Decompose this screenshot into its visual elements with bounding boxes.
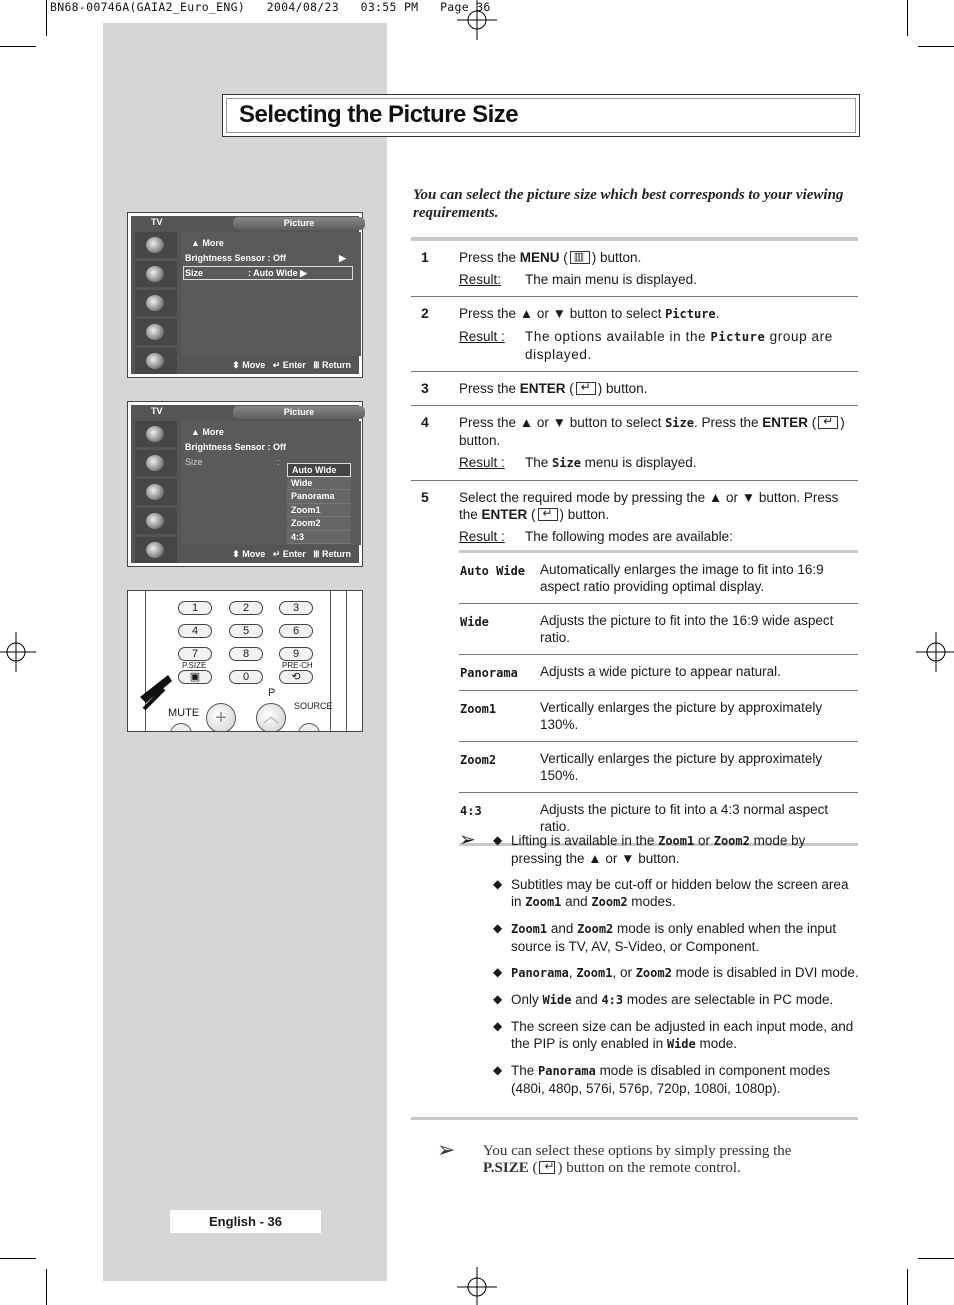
input-menu-icon [135, 537, 177, 563]
psize-button-icon [539, 1161, 555, 1174]
osd-option-zoom2[interactable]: Zoom2 [287, 517, 351, 531]
osd-right-arrow-icon: ▶ [339, 253, 346, 263]
mode-row [459, 655, 858, 691]
diamond-bullet-icon: ◆ [493, 877, 503, 891]
registration-mark-icon [457, 0, 497, 40]
result-label: Result : [459, 529, 505, 544]
crop-mark [0, 1258, 36, 1259]
result-text: The main menu is displayed. [525, 272, 697, 287]
osd-footer: ⬍ Move ↵ Enter Ⅲ Return [232, 360, 351, 370]
step-5: 5 Select the required mode by pressing the ▲ or ▼ button. Press the ENTER (↵ ) button. Result : The following modes are available: [411, 481, 858, 553]
remote-key-3[interactable]: 3 [279, 601, 313, 615]
mode-name: Zoom2 [460, 753, 497, 767]
step-text: button. [596, 250, 642, 265]
mode-description: Adjusts a wide picture to appear natural. [540, 664, 781, 679]
mode-name: Wide [460, 615, 489, 629]
step-text: Press the ▲ or ▼ button to select [459, 306, 666, 321]
picture-menu-icon [135, 421, 177, 447]
diamond-bullet-icon: ◆ [493, 992, 503, 1006]
osd-screen-picture-menu [127, 212, 363, 378]
note-item: ◆ Zoom1 and Zoom2 mode is only enabled when the input source is TV, AV, S-Video, or Component. [493, 921, 837, 954]
notes-list [459, 829, 859, 1106]
prech-button[interactable]: ⟲ [279, 670, 313, 684]
remote-key-9[interactable]: 9 [279, 647, 313, 661]
channel-up-button[interactable]: ︿ [256, 703, 286, 732]
step-number: 5 [421, 489, 429, 505]
step-text: button. [459, 433, 501, 448]
setup-menu-icon [135, 508, 177, 534]
diamond-bullet-icon: ◆ [493, 1063, 503, 1077]
remote-key-1[interactable]: 1 [178, 601, 212, 615]
step-2 [411, 297, 858, 372]
crop-mark [907, 1269, 908, 1305]
psize-key-label: P.SIZE [483, 1160, 529, 1176]
mode-name: Panorama [460, 666, 518, 680]
osd-tv-label: TV [151, 406, 163, 416]
registration-mark-icon [916, 632, 954, 672]
mode-description: Vertically enlarges the picture by approximately 130%. [540, 700, 823, 732]
sound-menu-icon [135, 261, 177, 287]
osd-size-item[interactable]: Size [185, 457, 203, 467]
psize-button[interactable]: ▣ [178, 670, 212, 684]
tip-text: button on the remote control. [562, 1160, 741, 1176]
mode-row [459, 691, 858, 742]
osd-option-4-3[interactable]: 4:3 [287, 531, 351, 545]
note-item: ◆ Subtitles may be cut-off or hidden below the screen area in Zoom1 and Zoom2 modes. [493, 877, 849, 909]
code-text: Size [665, 416, 694, 430]
osd-menu-title: Picture [233, 217, 365, 230]
osd-size-item[interactable]: Size : Auto Wide ▶ [185, 268, 308, 278]
note-item: ◆ The screen size can be adjusted in each input mode, and the PIP is only enabled in Wide mode. [493, 1019, 854, 1051]
step-text: . Press the [693, 415, 763, 430]
source-label: SOURCE [294, 701, 333, 711]
note-arrow-icon: ➢ [437, 1137, 456, 1162]
channel-menu-icon [135, 479, 177, 505]
prech-label: PRE-CH [282, 661, 313, 670]
setup-menu-icon [135, 319, 177, 345]
step-text: button. [602, 381, 648, 396]
result-label: Result: [459, 272, 502, 287]
mode-description: Automatically enlarges the image to fit into 16:9 aspect ratio providing optimal display. [540, 562, 824, 594]
steps-list [411, 237, 858, 553]
osd-menu-title: Picture [233, 406, 365, 419]
remote-key-8[interactable]: 8 [229, 647, 263, 661]
code-text: Picture [665, 307, 716, 321]
diamond-bullet-icon: ◆ [493, 1019, 503, 1033]
osd-brightness-sensor[interactable]: Brightness Sensor : Off [185, 253, 287, 263]
registration-mark-icon [457, 1267, 497, 1305]
enter-key-label: ENTER [762, 415, 809, 430]
remote-control-illustration [127, 590, 363, 732]
step-4: 4 Press the ▲ or ▼ button to select Size. Press the ENTER (↵ ) button. Result : The Size menu is displayed. [411, 406, 858, 481]
mute-label: MUTE [168, 707, 200, 719]
remote-key-7[interactable]: 7 [178, 647, 212, 661]
remote-key-4[interactable]: 4 [178, 624, 212, 638]
crop-mark [0, 46, 36, 47]
mode-row [459, 604, 858, 655]
enter-button-icon [576, 382, 596, 395]
tip-note: ➢ You can select these options by simply pressing the P.SIZE (↵ ) button on the remote control. [437, 1143, 837, 1177]
menu-key-label: MENU [519, 250, 560, 265]
osd-icon-column [135, 232, 177, 377]
step-number: 1 [421, 249, 429, 265]
menu-button-icon [570, 251, 590, 264]
step-number: 4 [421, 414, 429, 430]
osd-more[interactable]: ▲ More [191, 427, 224, 437]
p-label: P [268, 687, 276, 699]
title-box [222, 94, 860, 137]
osd-menu-panel [181, 421, 361, 545]
osd-option-wide[interactable]: Wide [287, 477, 351, 491]
notes-divider [411, 1117, 858, 1120]
mode-description: Adjusts the picture to fit into a 4:3 normal aspect ratio. [540, 802, 829, 834]
page-number: English - 36 [170, 1210, 321, 1233]
osd-option-panorama[interactable]: Panorama [287, 490, 351, 504]
sound-menu-icon [135, 450, 177, 476]
step-text: Select the required mode by pressing the ▲ or ▼ button. Press the [459, 490, 839, 522]
diamond-bullet-icon: ◆ [493, 833, 503, 847]
osd-menu-panel [181, 232, 361, 356]
enter-key-label: ENTER [481, 507, 528, 522]
step-text: button. [564, 507, 610, 522]
crop-mark [46, 0, 47, 36]
tip-text: You can select these options by simply pressing the [483, 1143, 792, 1159]
osd-option-auto-wide[interactable]: Auto Wide [287, 463, 351, 477]
volume-up-button[interactable]: + [206, 703, 236, 732]
picture-menu-icon [135, 232, 177, 258]
osd-footer: ⬍ Move ↵ Enter Ⅲ Return [232, 549, 351, 559]
result-label: Result : [459, 455, 505, 470]
crop-mark [907, 0, 908, 36]
osd-screen-size-menu [127, 401, 363, 567]
enter-key-label: ENTER [519, 381, 566, 396]
mute-button[interactable] [170, 723, 192, 732]
crop-mark [46, 1269, 47, 1305]
result-text: The options available in the Picture group are displayed. [525, 329, 833, 362]
enter-button-icon [818, 416, 838, 429]
channel-menu-icon [135, 290, 177, 316]
step-text: Press the ▲ or ▼ button to select [459, 415, 666, 430]
crop-mark [918, 46, 954, 47]
remote-key-6[interactable]: 6 [279, 624, 313, 638]
remote-key-2[interactable]: 2 [229, 601, 263, 615]
step-1: 1 Press the MENU (▥ ) button. Result: The main menu is displayed. [411, 241, 858, 297]
osd-more[interactable]: ▲ More [191, 238, 224, 248]
intro-text: You can select the picture size which best corresponds to your viewing requirements. [413, 187, 844, 221]
remote-key-5[interactable]: 5 [229, 624, 263, 638]
mode-name: 4:3 [460, 804, 482, 818]
step-text: Press the [459, 250, 520, 265]
input-menu-icon [135, 348, 177, 374]
note-item: ◆ Only Wide and 4:3 modes are selectable in PC mode. [493, 992, 834, 1007]
psize-label: P.SIZE [182, 661, 207, 670]
result-text: The Size menu is displayed. [525, 455, 697, 470]
step-3: 3 Press the ENTER (↵ ) button. [411, 372, 858, 406]
print-header: BN68-00746A(GAIA2_Euro_ENG) 2004/08/23 03:55 PM Page 36 [50, 0, 491, 14]
osd-tv-label: TV [151, 217, 163, 227]
mode-row [459, 553, 858, 604]
mode-row [459, 742, 858, 793]
remote-key-0[interactable]: 0 [229, 670, 263, 684]
source-button[interactable] [298, 723, 320, 732]
modes-table [459, 550, 858, 846]
page-title: Selecting the Picture Size [239, 101, 519, 128]
result-text: The following modes are available: [525, 529, 733, 544]
result-label: Result : [459, 329, 505, 344]
osd-size-options [287, 463, 351, 544]
step-number: 2 [421, 305, 429, 321]
mode-name: Zoom1 [460, 702, 497, 716]
registration-mark-icon [0, 632, 36, 672]
note-item: ◆ The Panorama mode is disabled in component modes (480i, 480p, 576i, 576p, 720p, 1080i, 1080p). [493, 1063, 830, 1096]
diamond-bullet-icon: ◆ [493, 965, 503, 979]
mode-description: Vertically enlarges the picture by approximately 150%. [540, 751, 823, 783]
step-text: . [715, 306, 720, 321]
osd-colon: : [277, 457, 280, 467]
crop-mark [918, 1258, 954, 1259]
step-text: Press the [459, 381, 520, 396]
mode-description: Adjusts the picture to fit into the 16:9 wide aspect ratio. [540, 613, 834, 645]
diamond-bullet-icon: ◆ [493, 921, 503, 935]
osd-option-zoom1[interactable]: Zoom1 [287, 504, 351, 518]
enter-button-icon [538, 508, 558, 521]
mode-name: Auto Wide [460, 564, 526, 578]
step-number: 3 [421, 380, 429, 396]
note-item: ◆ Lifting is available in the Zoom1 or Zoom2 mode by pressing the ▲ or ▼ button. [493, 833, 806, 866]
osd-icon-column [135, 421, 177, 566]
note-item: ◆ Panorama, Zoom1, or Zoom2 mode is disabled in DVI mode. [493, 965, 859, 980]
note-arrow-icon: ➢ [459, 829, 476, 851]
osd-brightness-sensor[interactable]: Brightness Sensor : Off [185, 442, 287, 452]
